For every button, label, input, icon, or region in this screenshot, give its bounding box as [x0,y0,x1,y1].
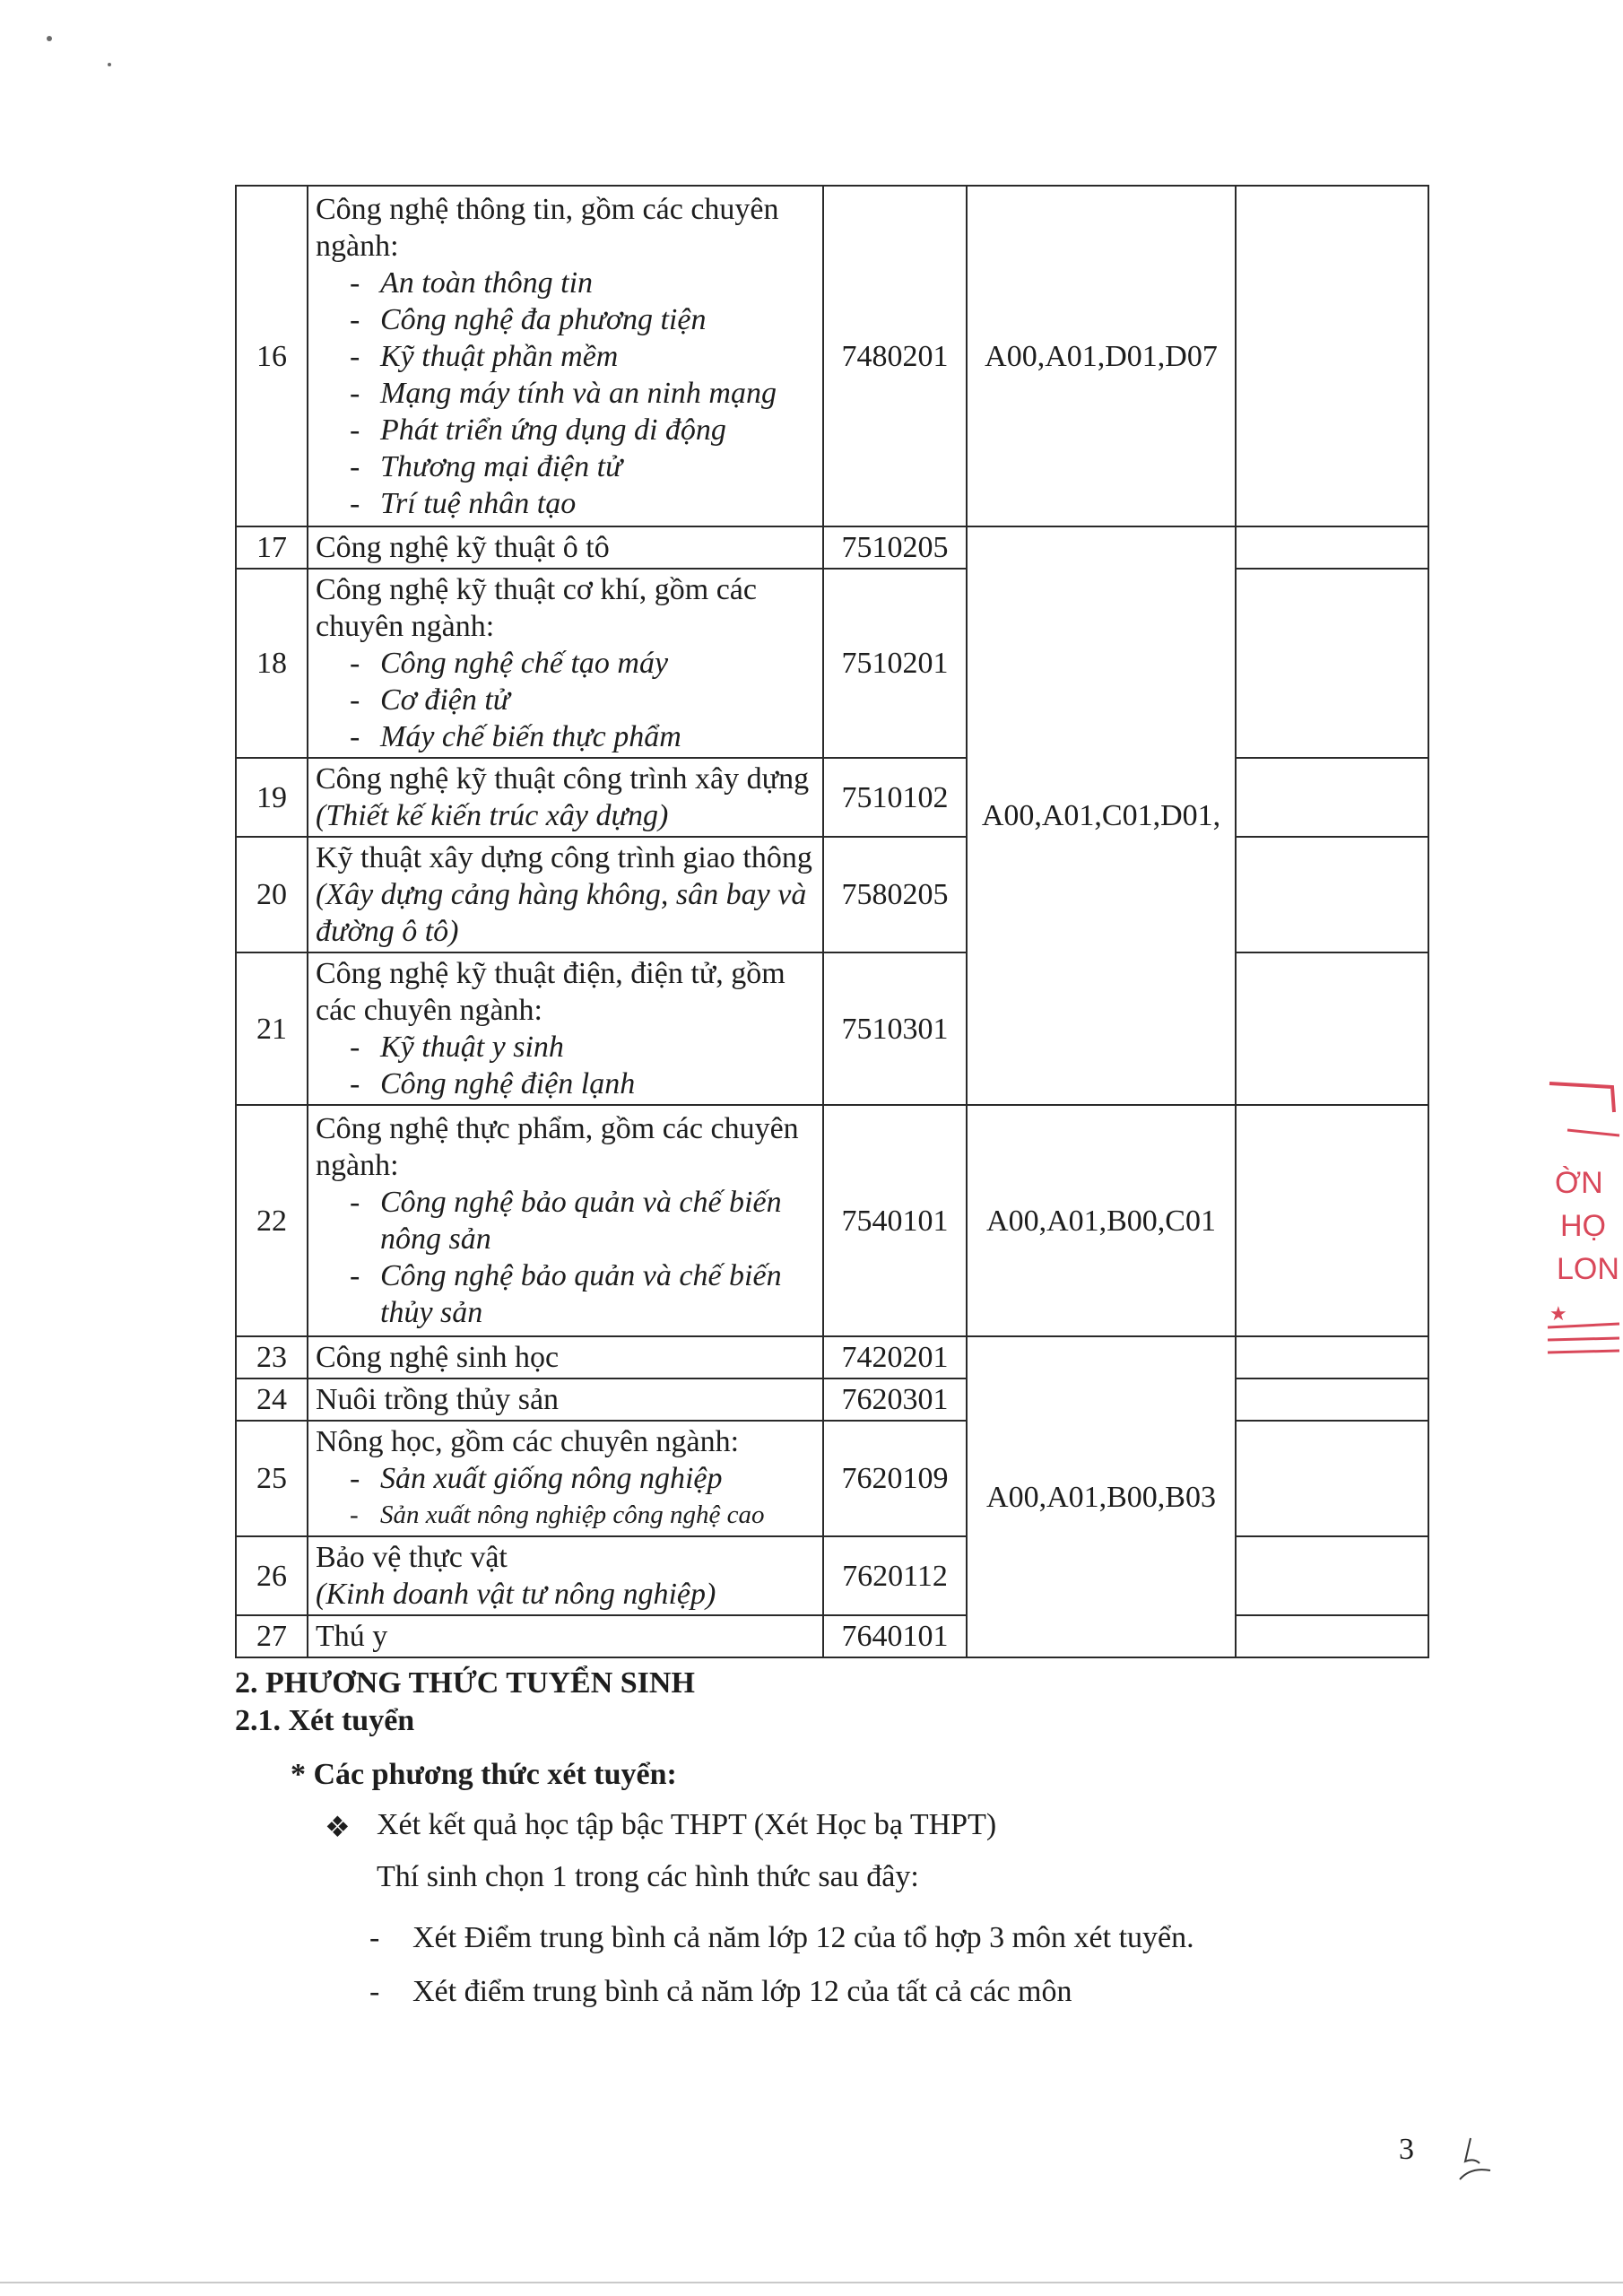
list-item: - Công nghệ đa phương tiện [350,301,815,338]
row-number: 17 [236,526,308,569]
major-name [308,758,823,837]
major-code: 7620109 [823,1421,967,1536]
table-row [236,1536,1428,1615]
major-code: 7510205 [823,526,967,569]
table-row [236,758,1428,837]
option-item: Xét Điểm trung bình cả năm lớp 12 của tổ hợp 3 môn xét tuyển. [412,1921,1194,1954]
list-item: - Máy chế biến thực phẩm [350,718,815,755]
major-title: Nuôi trồng thủy sản [316,1383,560,1416]
option-item: Xét điểm trung bình cả năm lớp 12 của tất cả các môn [412,1975,1072,2008]
row-number: 23 [236,1336,308,1378]
empty-cell [1236,1536,1428,1615]
major-name [308,1378,823,1421]
table-row [236,1615,1428,1657]
specialization-list [316,1029,815,1102]
table-row [236,837,1428,952]
major-title: Công nghệ kỹ thuật điện, điện tử, gồm các chuyên ngành: [316,957,785,1027]
intro-text: Thí sinh chọn 1 trong các hình thức sau đây: [377,1860,919,1893]
table-row [236,1378,1428,1421]
table-row [236,1421,1428,1536]
major-code: 7480201 [823,186,967,526]
row-number: 24 [236,1378,308,1421]
major-title: Nông học, gồm các chuyên ngành: [316,1425,740,1458]
stamp-text: ỜN [1555,1166,1603,1200]
row-number: 21 [236,952,308,1105]
major-name [308,1105,823,1336]
major-note: (Thiết kế kiến trúc xây dựng) [316,799,669,832]
major-code: 7420201 [823,1336,967,1378]
major-name [308,526,823,569]
major-code: 7510301 [823,952,967,1105]
list-item: - Thương mại điện tử [350,448,815,485]
list-item: - Kỹ thuật phần mềm [350,338,815,375]
list-item: - An toàn thông tin [350,265,815,301]
row-number: 16 [236,186,308,526]
major-name [308,1421,823,1536]
major-name [308,1336,823,1378]
major-name [308,1536,823,1615]
bullet-text: Xét kết quả học tập bậc THPT (Xét Học bạ THPT) [377,1808,997,1841]
list-item: - Trí tuệ nhân tạo [350,485,815,522]
row-number: 27 [236,1615,308,1657]
major-title: Công nghệ kỹ thuật ô tô [316,531,610,564]
list-item: - Công nghệ bảo quản và chế biến thủy sản [350,1257,815,1331]
scan-dust [47,36,52,41]
empty-cell [1236,1421,1428,1536]
table-row [236,526,1428,569]
empty-cell [1236,186,1428,526]
empty-cell [1236,837,1428,952]
major-note: (Kinh doanh vật tư nông nghiệp) [316,1578,716,1611]
major-title: Công nghệ thông tin, gồm các chuyên ngành: [316,192,779,263]
list-item: - Phát triển ứng dụng di động [350,412,815,448]
list-item: - Công nghệ chế tạo máy [350,645,815,682]
specialization-list [316,645,815,755]
list-item: - Sản xuất giống nông nghiệp [350,1460,815,1497]
section-title: 2. PHƯƠNG THỨC TUYỂN SINH [235,1666,695,1700]
major-title: Thú y [316,1620,388,1653]
list-item: - Sản xuất nông nghiệp công nghệ cao [350,1497,815,1534]
specialization-list [316,1460,815,1534]
stamp-text: HỌ [1560,1209,1606,1243]
empty-cell [1236,569,1428,758]
list-item: - Cơ điện tử [350,682,815,718]
major-name [308,952,823,1105]
major-name [308,186,823,526]
page-number: 3 [1399,2133,1414,2166]
scan-dust [108,63,111,66]
major-code: 7620112 [823,1536,967,1615]
major-title: Bảo vệ thực vật [316,1541,508,1574]
list-item: - Công nghệ điện lạnh [350,1065,815,1102]
table-row [236,952,1428,1105]
table-row [236,1336,1428,1378]
major-code: 7510201 [823,569,967,758]
major-code: 7540101 [823,1105,967,1336]
row-number: 19 [236,758,308,837]
empty-cell [1236,1105,1428,1336]
empty-cell [1236,1378,1428,1421]
row-number: 26 [236,1536,308,1615]
stamp-text: LON [1557,1252,1619,1286]
major-name [308,1615,823,1657]
major-name [308,569,823,758]
list-item: - Mạng máy tính và an ninh mạng [350,375,815,412]
major-code: 7510102 [823,758,967,837]
major-code: 7620301 [823,1378,967,1421]
red-seal-stamp [1541,1076,1623,1363]
empty-cell [1236,526,1428,569]
empty-cell [1236,758,1428,837]
subject-combination: A00,A01,B00,B03 [967,1336,1236,1657]
majors-table [235,185,1429,1658]
subject-combination: A00,A01,B00,C01 [967,1105,1236,1336]
major-name [308,837,823,952]
empty-cell [1236,952,1428,1105]
row-number: 20 [236,837,308,952]
list-item: - Kỹ thuật y sinh [350,1029,815,1065]
diamond-bullet-icon: ❖ [325,1811,351,1843]
table-row [236,1105,1428,1336]
table-row [236,569,1428,758]
row-number: 22 [236,1105,308,1336]
major-code: 7580205 [823,837,967,952]
major-title: Công nghệ thực phẩm, gồm các chuyên ngành: [316,1112,799,1182]
major-title: Kỹ thuật xây dựng công trình giao thông [316,841,812,874]
major-title: Công nghệ kỹ thuật cơ khí, gồm các chuyên ngành: [316,573,757,643]
methods-heading: * Các phương thức xét tuyển: [291,1758,677,1791]
subsection-title: 2.1. Xét tuyển [235,1704,415,1737]
specialization-list [316,1184,815,1331]
dash-marker: - [369,1975,380,2008]
page-bottom-edge [0,2282,1623,2283]
empty-cell [1236,1615,1428,1657]
initials-signature [1444,2135,1497,2193]
empty-cell [1236,1336,1428,1378]
table-row [236,186,1428,526]
row-number: 25 [236,1421,308,1536]
svg-text:★: ★ [1549,1303,1567,1326]
major-code: 7640101 [823,1615,967,1657]
specialization-list [316,265,815,522]
row-number: 18 [236,569,308,758]
subject-combination: A00,A01,D01,D07 [967,186,1236,526]
list-item: - Công nghệ bảo quản và chế biến nông sản [350,1184,815,1257]
dash-marker: - [369,1921,380,1954]
major-note: (Xây dựng cảng hàng không, sân bay và đường ô tô) [316,878,807,948]
major-title: Công nghệ sinh học [316,1341,560,1374]
subject-combination: A00,A01,C01,D01, [967,526,1236,1105]
major-title: Công nghệ kỹ thuật công trình xây dựng [316,762,810,796]
